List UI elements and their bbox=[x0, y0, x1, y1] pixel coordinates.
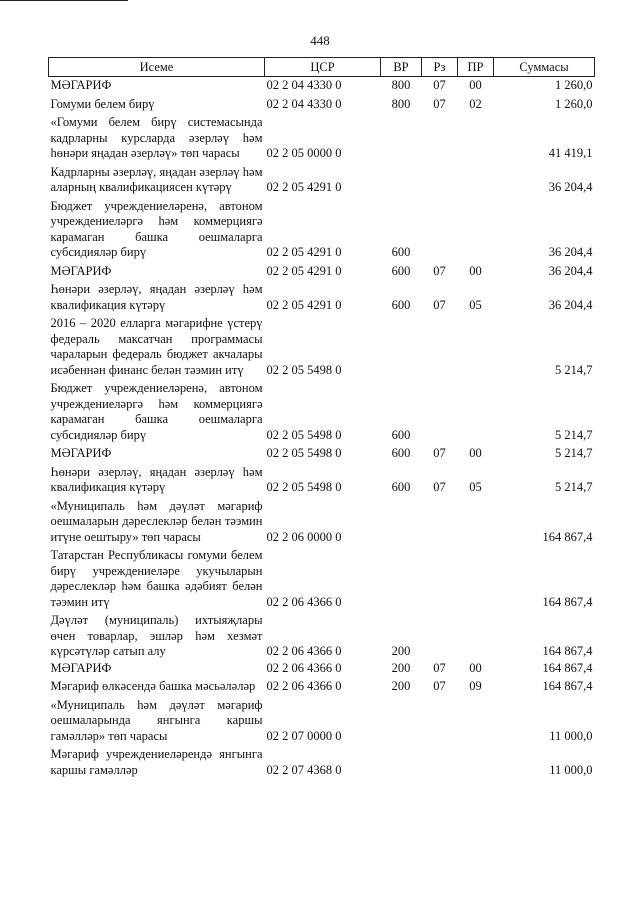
row-name: 2016 – 2020 елларга мәгарифне үстерү федераль максатчан программасы чараларын федераль бюджет акчалары исәбеннән финанс белән тәэмин итү bbox=[50, 316, 263, 377]
row-sum: 1 260,0 bbox=[555, 96, 593, 111]
header-vr: ВР bbox=[381, 58, 422, 77]
row-sum: 164 867,4 bbox=[542, 594, 593, 609]
row-pr: 05 bbox=[469, 480, 482, 494]
row-vr bbox=[381, 744, 422, 778]
row-sum: 164 867,4 bbox=[542, 529, 593, 544]
row-vr: 600 bbox=[391, 427, 411, 442]
row-sum: 36 204,4 bbox=[548, 180, 593, 194]
table-header-row bbox=[49, 58, 595, 77]
row-csr: 02 2 05 4291 0 bbox=[266, 263, 342, 278]
row-vr bbox=[381, 112, 422, 162]
table-row bbox=[49, 313, 595, 378]
table-row bbox=[49, 112, 595, 162]
row-pr bbox=[458, 545, 494, 610]
row-pr bbox=[458, 744, 494, 778]
table-row bbox=[49, 676, 595, 695]
row-pr: 05 bbox=[469, 297, 482, 312]
row-sum: 41 419,1 bbox=[548, 146, 593, 160]
row-rz: 07 bbox=[433, 660, 446, 675]
row-rz bbox=[422, 496, 458, 546]
row-name: МӘГАРИФ bbox=[50, 78, 112, 92]
row-csr: 02 2 07 0000 0 bbox=[266, 728, 342, 743]
row-name: Дәүләт (муниципаль) ихтыяҗлары өчен товарлар, эшләр һәм хезмәт күрсәтүләр сатып алу bbox=[50, 613, 263, 658]
row-csr: 02 2 05 5498 0 bbox=[266, 427, 342, 442]
row-rz bbox=[422, 313, 458, 378]
row-vr: 200 bbox=[391, 660, 411, 675]
row-rz: 07 bbox=[433, 263, 446, 278]
row-rz: 07 bbox=[433, 480, 446, 494]
table-row bbox=[49, 443, 595, 462]
row-pr: 00 bbox=[469, 446, 482, 460]
row-sum: 36 204,4 bbox=[548, 297, 593, 312]
row-csr: 02 2 05 0000 0 bbox=[266, 146, 342, 160]
table-row bbox=[49, 77, 595, 94]
row-name: Һөнәри әзерләү, яңадан әзерләү һәм квалификация күтәрү bbox=[50, 464, 263, 494]
row-csr: 02 2 05 4291 0 bbox=[266, 180, 342, 194]
row-name: Мәгариф өлкәсендә башка мәсьәләләр bbox=[50, 679, 256, 693]
row-vr bbox=[381, 162, 422, 196]
row-rz: 07 bbox=[433, 96, 446, 111]
table-row bbox=[49, 261, 595, 280]
row-vr bbox=[381, 545, 422, 610]
row-vr: 600 bbox=[391, 245, 411, 259]
row-vr: 600 bbox=[391, 297, 411, 312]
row-vr: 800 bbox=[391, 78, 411, 92]
row-pr bbox=[458, 196, 494, 261]
row-name: Һөнәри әзерләү, яңадан әзерләү һәм квалификация күтәрү bbox=[50, 282, 263, 312]
row-csr: 02 2 05 5498 0 bbox=[266, 480, 342, 494]
row-csr: 02 2 04 4330 0 bbox=[266, 78, 342, 92]
row-rz: 07 bbox=[433, 297, 446, 312]
row-vr: 800 bbox=[391, 96, 411, 111]
header-pr: ПР bbox=[458, 58, 494, 77]
row-sum: 11 000,0 bbox=[549, 762, 593, 777]
row-vr: 600 bbox=[391, 263, 411, 278]
table-row bbox=[49, 744, 595, 778]
row-vr bbox=[381, 496, 422, 546]
row-sum: 36 204,4 bbox=[548, 245, 593, 259]
row-sum: 5 214,7 bbox=[555, 480, 593, 494]
row-sum: 5 214,7 bbox=[555, 427, 593, 442]
row-csr: 02 2 07 4368 0 bbox=[266, 762, 342, 777]
header-csr: ЦСР bbox=[265, 58, 381, 77]
row-name: «Муниципаль һәм дәүләт мәгариф оешмаларында янгынга каршы гамәлләр» төп чарасы bbox=[50, 697, 263, 743]
row-pr bbox=[458, 313, 494, 378]
row-sum: 1 260,0 bbox=[555, 78, 593, 92]
row-sum: 164 867,4 bbox=[542, 660, 593, 675]
row-csr: 02 2 06 4366 0 bbox=[266, 644, 342, 658]
budget-table bbox=[48, 57, 595, 778]
row-csr: 02 2 04 4330 0 bbox=[266, 96, 342, 111]
row-vr bbox=[381, 695, 422, 745]
row-rz bbox=[422, 112, 458, 162]
header-name: Исеме bbox=[49, 58, 265, 77]
row-csr: 02 2 06 4366 0 bbox=[266, 679, 342, 693]
row-sum: 36 204,4 bbox=[548, 263, 593, 278]
row-vr: 600 bbox=[391, 480, 411, 494]
row-pr: 02 bbox=[469, 96, 482, 111]
row-name: МӘГАРИФ bbox=[50, 263, 112, 278]
row-pr bbox=[458, 496, 494, 546]
page-number: 448 bbox=[310, 33, 330, 48]
row-rz bbox=[422, 610, 458, 660]
row-pr: 00 bbox=[469, 660, 482, 675]
row-pr bbox=[458, 162, 494, 196]
row-sum: 164 867,4 bbox=[542, 679, 593, 693]
row-pr bbox=[458, 610, 494, 660]
row-rz: 07 bbox=[433, 78, 446, 92]
row-name: «Гомуми белем бирү системасында кадрларны курсларда әзерләү һәм һөнәри яңадан әзерләү» төп чарасы bbox=[50, 115, 263, 160]
row-pr bbox=[458, 695, 494, 745]
row-name: Бюджет учреждениеләренә, автоном учреждениеләргә һәм коммерциягә карамаган башка оешмаларга субсидияләр бирү bbox=[50, 381, 263, 442]
row-name: Кадрларны әзерләү, яңадан әзерләү һәм аларның квалификациясен күтәрү bbox=[50, 164, 263, 194]
row-rz bbox=[422, 695, 458, 745]
table-row bbox=[49, 94, 595, 113]
row-name: Мәгариф учреждениеләрендә янгынга каршы гамәлләр bbox=[50, 747, 263, 777]
table-row bbox=[49, 196, 595, 261]
row-sum: 5 214,7 bbox=[555, 446, 593, 460]
header-sum: Суммасы bbox=[494, 58, 595, 77]
row-rz bbox=[422, 744, 458, 778]
row-name: Гомуми белем бирү bbox=[50, 96, 155, 111]
row-csr: 02 2 05 5498 0 bbox=[266, 362, 342, 377]
table-row bbox=[49, 660, 595, 677]
table-row bbox=[49, 378, 595, 443]
row-rz bbox=[422, 196, 458, 261]
row-name: МӘГАРИФ bbox=[50, 446, 112, 460]
row-rz bbox=[422, 545, 458, 610]
row-rz bbox=[422, 162, 458, 196]
row-sum: 5 214,7 bbox=[555, 362, 593, 377]
row-csr: 02 2 05 4291 0 bbox=[266, 245, 342, 259]
row-sum: 11 000,0 bbox=[549, 728, 593, 743]
row-vr: 200 bbox=[391, 644, 411, 658]
table-row bbox=[49, 610, 595, 660]
row-pr: 09 bbox=[469, 679, 482, 693]
row-csr: 02 2 05 4291 0 bbox=[266, 297, 342, 312]
row-vr: 200 bbox=[391, 679, 411, 693]
row-csr: 02 2 05 5498 0 bbox=[266, 446, 342, 460]
table-row bbox=[49, 162, 595, 196]
header-rz: Рз bbox=[422, 58, 458, 77]
row-csr: 02 2 06 0000 0 bbox=[266, 529, 342, 544]
row-csr: 02 2 06 4366 0 bbox=[266, 660, 342, 675]
table-row bbox=[49, 279, 595, 313]
row-pr bbox=[458, 378, 494, 443]
table-row bbox=[49, 462, 595, 496]
row-csr: 02 2 06 4366 0 bbox=[266, 594, 342, 609]
row-name: «Муниципаль һәм дәүләт мәгариф оешмаларын дәреслекләр белән тәэмин итүне оештыру» төп чарасы bbox=[50, 498, 263, 544]
row-rz: 07 bbox=[433, 679, 446, 693]
row-pr bbox=[458, 112, 494, 162]
row-pr: 00 bbox=[469, 78, 482, 92]
row-rz bbox=[422, 378, 458, 443]
row-vr bbox=[381, 313, 422, 378]
table-row bbox=[49, 545, 595, 610]
table-row bbox=[49, 496, 595, 546]
row-name: Татарстан Республикасы гомуми белем бирү учреждениеләре укучыларын дәреслекләр һәм башка әдәбият белән тәэмин итү bbox=[50, 548, 263, 609]
table-row bbox=[49, 695, 595, 745]
header-rule bbox=[0, 0, 128, 1]
row-name: МӘГАРИФ bbox=[50, 660, 112, 675]
row-rz: 07 bbox=[433, 446, 446, 460]
row-vr: 600 bbox=[391, 446, 411, 460]
row-name: Бюджет учреждениеләренә, автоном учреждениеләргә һәм коммерциягә карамаган башка оешмаларга субсидияләр бирү bbox=[50, 198, 263, 259]
row-pr: 00 bbox=[469, 263, 482, 278]
row-sum: 164 867,4 bbox=[542, 644, 593, 658]
